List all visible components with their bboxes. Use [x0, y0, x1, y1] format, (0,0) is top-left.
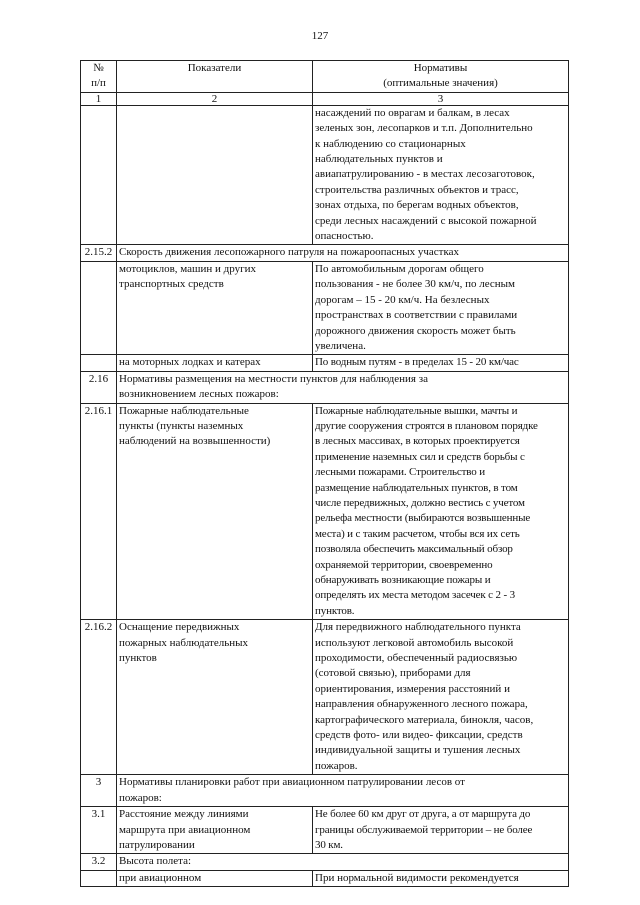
table-header-row — [81, 61, 569, 93]
section-row-2-16 — [81, 371, 569, 403]
header-norms-line: (оптимальные значения) — [383, 77, 498, 90]
header-indicators-cell: Показатели — [117, 61, 313, 93]
column-numbering-row — [81, 92, 569, 105]
row-number: 2.16.1 — [81, 403, 117, 620]
row-number: 2.16.2 — [81, 620, 117, 775]
indicator-cell: Расстояние между линиями маршрута при авиационном патрулировании — [117, 807, 313, 854]
row-number: 3 — [81, 775, 117, 807]
section-title: Высота полета: — [117, 854, 569, 870]
column-number: 3 — [313, 92, 569, 105]
header-number-line: № — [93, 62, 104, 74]
section-row-2-16-2 — [81, 620, 569, 775]
row-number: 3.1 — [81, 807, 117, 854]
norm-cell: Для передвижного наблюдательного пункта используют легковой автомобиль высокой проходимости, обеспеченный радиосвязью (сотовой связью), приборами для ориентирования, измерения расстояний и направления обнаруженного лесного пожара, картографического материала, бинокля, часов, средств фото- или видео- фиксации, средств индивидуальной защиты и тушения лесных пожаров. — [313, 620, 569, 775]
norm-cell: Не более 60 км друг от друга, а от маршрута до границы обслуживаемой территории – не более 30 км. — [313, 807, 569, 854]
section-row-3-2 — [81, 854, 569, 870]
indicator-cell: на моторных лодках и катерах — [117, 355, 313, 371]
table-row — [81, 355, 569, 371]
column-number: 1 — [81, 92, 117, 105]
norm-cell: При нормальной видимости рекомендуется — [313, 870, 569, 886]
indicator-cell: Оснащение передвижных пожарных наблюдательных пунктов — [117, 620, 313, 775]
section-row-3 — [81, 775, 569, 807]
page-number: 127 — [311, 30, 329, 42]
row-number: 2.15.2 — [81, 245, 117, 261]
table-row — [81, 105, 569, 245]
header-number-line: п/п — [91, 77, 106, 90]
indicator-cell: Пожарные наблюдательные пункты (пункты наземных наблюдений на возвышенности) — [117, 403, 313, 620]
section-row-2-16-1 — [81, 403, 569, 620]
section-row-2-15-2 — [81, 245, 569, 261]
section-title: Нормативы размещения на местности пунктов для наблюдения за возникновением лесных пожаров: — [117, 371, 569, 403]
section-row-3-1 — [81, 807, 569, 854]
table-row — [81, 870, 569, 886]
indicator-cell: мотоциклов, машин и других транспортных средств — [117, 261, 313, 354]
continuation-cell: насаждений по оврагам и балкам, в лесах зеленых зон, лесопарков и т.п. Дополнительно к наблюдению со стационарных наблюдательных пунктов и авиапатрулированию - в местах лесозаготовок, строительства различных объектов и трасс, зонах отдыха, по берегам водных объектов, среди лесных насаждений с высокой пожарной опасностью. — [313, 105, 569, 245]
indicator-cell: при авиационном — [117, 870, 313, 886]
row-number: 2.16 — [81, 371, 117, 403]
section-title: Нормативы планировки работ при авиационном патрулировании лесов от пожаров: — [117, 775, 569, 807]
table-row — [81, 261, 569, 354]
header-norms-cell — [313, 61, 569, 93]
row-number: 3.2 — [81, 854, 117, 870]
norm-cell: Пожарные наблюдательные вышки, мачты и другие сооружения строятся в плановом порядке в лесных массивах, в которых проектируется применение наземных сил и средств борьбы с лесными пожарами. Строительство и размещение наблюдательных пунктов, в том числе передвижных, должно вестись с учетом рельефа местности (выбираются возвышенные места) и с таким расчетом, чтобы вся их сеть позволяла обеспечить максимальный обзор охраняемой территории, своевременно обнаруживать возникающие пожары и определять их места методом засечек с 2 - 3 пунктов. — [313, 403, 569, 620]
norm-cell: По автомобильным дорогам общего пользования - не более 30 км/ч, по лесным дорогам – 15 - 20 км/ч. На безлесных пространствах в соответствии с правилами дорожного движения скорость может быть увеличена. — [313, 261, 569, 354]
norm-cell: По водным путям - в пределах 15 - 20 км/час — [313, 355, 569, 371]
section-title: Скорость движения лесопожарного патруля на пожароопасных участках — [117, 245, 569, 261]
norms-table — [80, 60, 569, 887]
header-norms-line: Нормативы — [413, 62, 468, 74]
header-number-cell — [81, 61, 117, 93]
column-number: 2 — [117, 92, 313, 105]
